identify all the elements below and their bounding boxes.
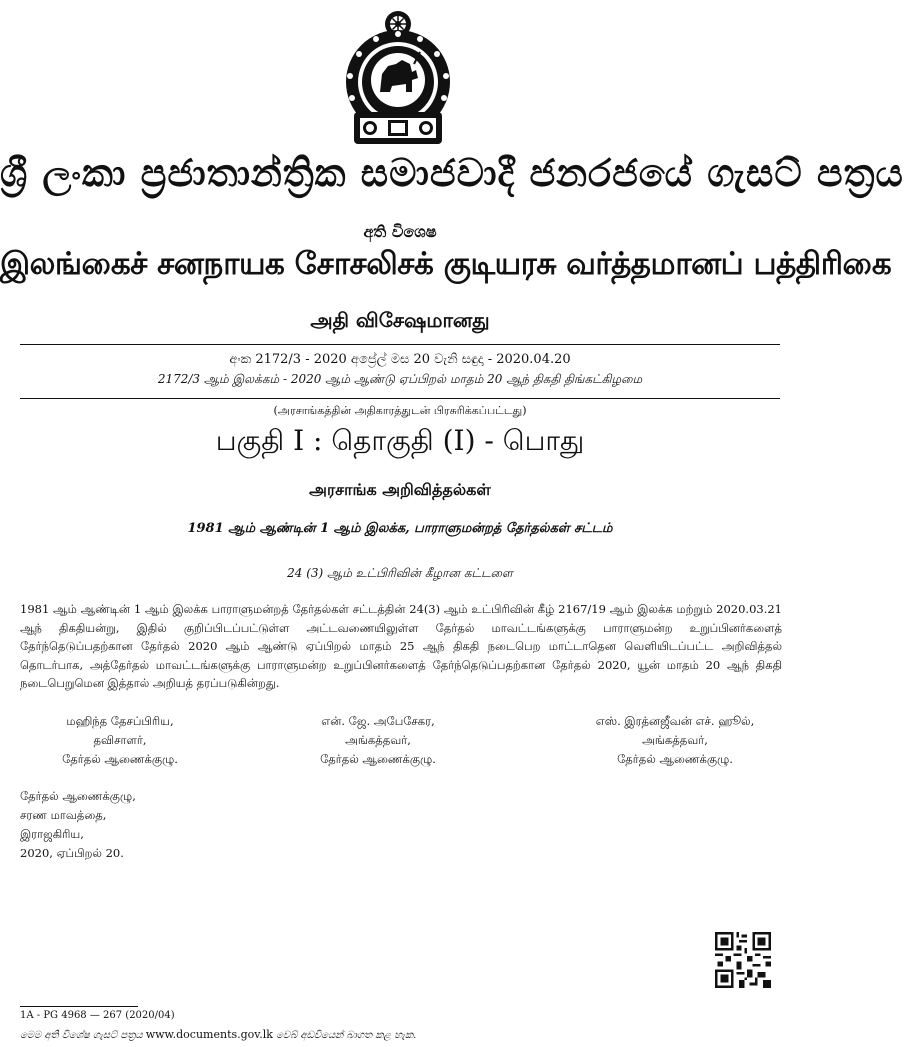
signatory-body: தேர்தல் ஆணைக்குழு. bbox=[62, 752, 178, 766]
signatory-title: தவிசாளர், bbox=[93, 733, 147, 747]
address-line: தேர்தல் ஆணைக்குழு, bbox=[20, 789, 136, 803]
extraordinary-label-tamil: அதி விசேஷமானது bbox=[310, 308, 490, 332]
header-rule-bottom bbox=[20, 398, 780, 399]
signatory-block bbox=[268, 712, 488, 769]
footer-rule bbox=[20, 1006, 138, 1007]
signatory-block bbox=[10, 712, 230, 769]
section-heading: அரசாங்க அறிவித்தல்கள் bbox=[309, 480, 491, 499]
issue-line-tamil: 2172/3 ஆம் இலக்கம் - 2020 ஆம் ஆண்டு ஏப்பிறல் மாதம் 20 ஆந் திகதி திங்கட்கிழமை bbox=[157, 372, 643, 386]
address-line: இராஜகிரிய, bbox=[20, 827, 84, 841]
gazette-title-tamil: இலங்கைச் சனநாயக சோசலிசக் குடியரசு வர்த்தமானப் பத்திரிகை bbox=[0, 246, 892, 282]
signatory-name: என். ஜே. அபேசேகர, bbox=[321, 714, 435, 728]
issue-line-sinhala: අංක 2172/3 - 2020 අප්‍රේල් මස 20 වැනි සඳුදා - 2020.04.20 bbox=[229, 352, 571, 367]
qr-code-icon bbox=[715, 932, 771, 988]
signatory-name: எஸ். இரத்னஜீவன் எச். ஹூல், bbox=[595, 714, 755, 728]
notice-body: 1981 ஆம் ஆண்டின் 1 ஆம் இலக்க பாராளுமன்றத் தேர்தல்கள் சட்டத்தின் 24(3) ஆம் உட்பிரிவின் கீழ் 2167/19 ஆம் இலக்க மற்றும் 2020.03.21 ஆந் திகதியன்று, இதில் குறிப்பிடப்பட்டுள்ள அட்டவணையிலுள்ள தேர்தல் மாவட்டங்களுக்கு பாராளுமன்ற உறுப்பினர்களைத் தேர்ந்தெடுப்பதற்கான தேர்தல் 2020 ஆம் ஆண்டு ஏப்பிறல் மாதம் 25 ஆந் திகதி நடைபெற மாட்டாதென வெளியிடப்பட்ட அறிவித்தல் தொடர்பாக, அத்தேர்தல் மாவட்டங்களுக்கு பாராளுமன்ற உறுப்பினர்களைத் தேர்ந்தெடுப்பதற்கான தேர்தல் 2020, யூன் மாதம் 20 ஆந் திகதி நடைபெறுமென இத்தால் அறியத் தரப்படுகின்றது. bbox=[20, 602, 782, 690]
signatory-title: அங்கத்தவர், bbox=[642, 733, 708, 747]
address-line: சரண மாவத்தை, bbox=[20, 808, 107, 822]
header-rule-top bbox=[20, 344, 780, 345]
signatory-body: தேர்தல் ஆணைக்குழு. bbox=[617, 752, 733, 766]
footer-note bbox=[20, 1028, 416, 1041]
order-title: 24 (3) ஆம் உட்பிரிவின் கீழான கட்டளை bbox=[287, 566, 513, 580]
footer-note-prefix: මෙම අති විශේෂ ගැසට් පත්‍රය bbox=[20, 1030, 143, 1041]
footer-note-suffix: වෙබ් අඩවියෙන් බාගත කළ හැක. bbox=[276, 1030, 417, 1041]
signatory-body: தேர்தல் ஆணைக்குழு. bbox=[320, 752, 436, 766]
extraordinary-label-sinhala: අති විශෙෂ bbox=[363, 222, 437, 241]
gazette-title-sinhala: ශ්‍රී ලංකා ප්‍රජාතාන්ත්‍රික සමාජවාදී ජනරජයේ ගැසට් පත්‍රය bbox=[0, 150, 904, 195]
print-code: 1A - PG 4968 — 267 (2020/04) bbox=[20, 1010, 175, 1021]
documents-website-link[interactable]: www.documents.gov.lk bbox=[145, 1028, 273, 1041]
act-title: 1981 ஆம் ஆண்டின் 1 ஆம் இலக்க, பாராளுமன்றத் தேர்தல்கள் சட்டம் bbox=[187, 521, 613, 536]
signatory-name: மஹிந்த தேசப்பிரிய, bbox=[66, 714, 174, 728]
signatory-block bbox=[560, 712, 790, 769]
publication-authority: (அரசாங்கத்தின் அதிகாரத்துடன் பிரசுரிக்கப்பட்டது) bbox=[273, 404, 527, 417]
signatory-title: அங்கத்தவர், bbox=[345, 733, 411, 747]
address-date: 2020, ஏப்பிறல் 20. bbox=[20, 846, 124, 860]
part-title: பகுதி I : தொகுதி (I) - பொது bbox=[215, 424, 585, 457]
sri-lanka-emblem-icon bbox=[340, 8, 456, 148]
issuer-address bbox=[20, 787, 136, 863]
